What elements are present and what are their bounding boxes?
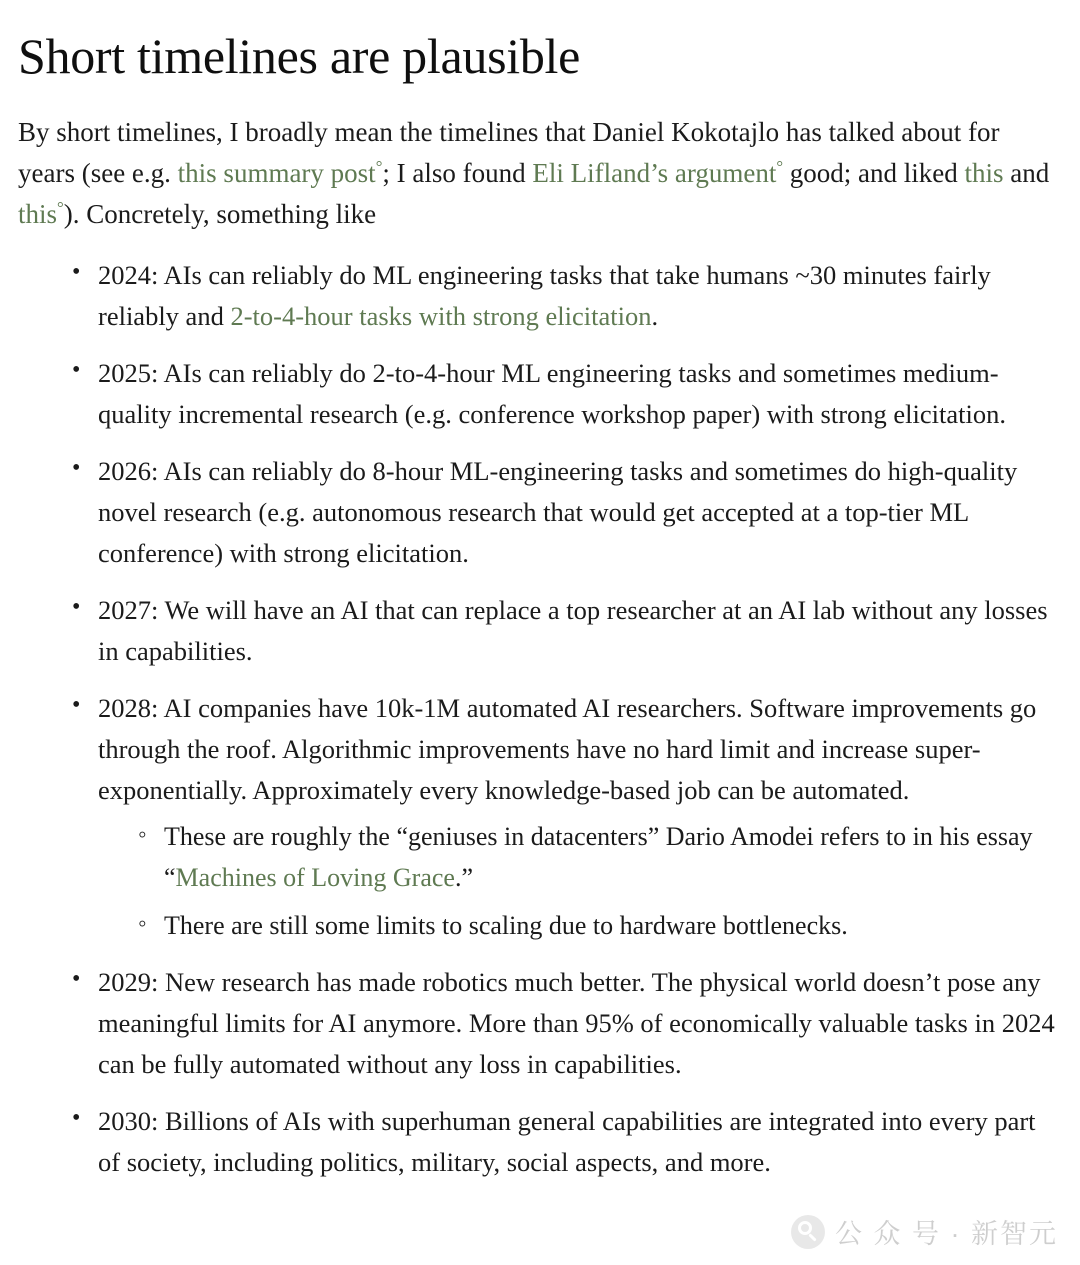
intro-text-1: By short timelines, I broadly mean the timelines that Daniel Kokotajlo has talked about for years (see e.g. [18,116,1000,188]
link-machines-of-loving-grace[interactable]: Machines of Loving Grace [175,862,455,892]
intro-text-2: ; I also found [382,157,533,188]
sub-list [98,817,1062,946]
search-badge-icon [791,1215,825,1249]
list-item [124,817,1062,898]
link-eli-lifland-argument[interactable]: Eli Lifland’s argument [532,157,777,188]
list-item-text-after: . [651,300,659,331]
list-item [56,962,1062,1085]
external-link-marker-icon: ° [57,197,64,217]
list-item [56,1101,1062,1183]
list-item [56,590,1062,672]
list-item [56,688,1062,946]
external-link-marker-icon: ° [375,156,383,176]
list-item [56,353,1062,435]
sub-item-text-after: .” [454,862,473,892]
external-link-marker-icon: ° [776,156,784,176]
link-this-summary-post[interactable]: this summary post [177,157,376,188]
watermark-text: 公 众 号 · 新智元 [835,1219,1058,1249]
intro-paragraph [18,112,1062,235]
sub-item-text: These are roughly the “geniuses in datacenters” Dario Amodei refers to in his essay “ [164,822,1033,892]
link-this-1[interactable]: this [964,157,1004,188]
list-item-text: 2029: New research has made robotics much better. The physical world doesn’t pose any meaningful limits for AI anymore. More than 95% of economically valuable tasks in 2024 can be fully automated without any loss in capabilities. [98,967,1055,1080]
watermark [791,1212,1058,1251]
list-item [56,451,1062,574]
sub-item-text: There are still some limits to scaling due to hardware bottlenecks. [164,910,848,940]
list-item [56,255,1062,337]
list-item-text: 2025: AIs can reliably do 2-to-4-hour ML engineering tasks and sometimes medium-quality incremental research (e.g. conference workshop paper) with strong elicitation. [98,357,1007,429]
list-item-text: 2026: AIs can reliably do 8-hour ML-engineering tasks and sometimes do high-quality novel research (e.g. autonomous research that would get accepted at a top-tier ML conference) with strong elicitation. [98,455,1018,568]
timeline-list [18,255,1062,1184]
intro-text-3: good; and liked [783,157,965,188]
link-2-to-4-hour-tasks[interactable]: 2-to-4-hour tasks with strong elicitation [230,300,652,331]
intro-text-5: ). Concretely, something like [63,198,377,229]
list-item-text: 2030: Billions of AIs with superhuman general capabilities are integrated into every part of society, including politics, military, social aspects, and more. [98,1106,1036,1178]
link-this-2[interactable]: this [18,198,58,229]
list-item [124,906,1062,946]
intro-text-4: and [1003,157,1050,188]
list-item-text: 2028: AI companies have 10k-1M automated AI researchers. Software improvements go through the roof. Algorithmic improvements have no hard limit and increase super-exponentially. Approximately every knowledge-based job can be automated. [98,693,1037,806]
list-item-text: 2024: AIs can reliably do ML engineering tasks that take humans ~30 minutes fairly reliably and [98,259,991,331]
list-item-text: 2027: We will have an AI that can replace a top researcher at an AI lab without any losses in capabilities. [98,595,1048,667]
page-title: Short timelines are plausible [18,28,581,84]
